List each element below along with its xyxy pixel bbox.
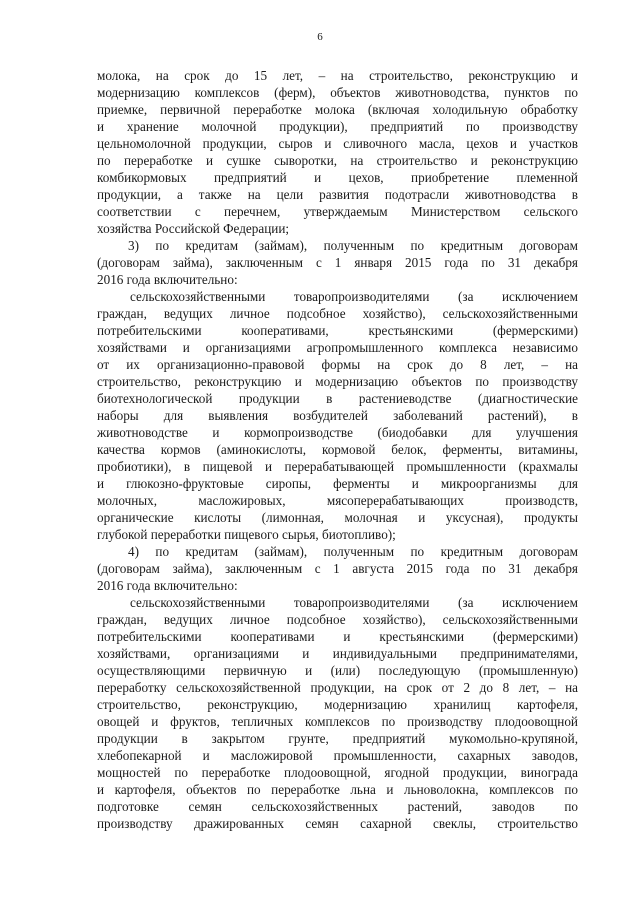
text-line: мощностей по переработке плодоовощной, ягодной продукции, винограда — [97, 765, 578, 780]
text-line: хозяйствами и организациями агропромышленного комплекса независимо — [97, 340, 578, 355]
text-line: биотехнологической продукции в растениеводстве (диагностические — [97, 391, 578, 406]
text-line: модернизацию комплексов (ферм), объектов животноводства, пунктов по — [97, 85, 578, 100]
text-line: пробиотики), в пищевой и перерабатывающей промышленности (крахмалы — [97, 459, 578, 474]
text-line: приемке, первичной переработке молока (включая холодильную обработку — [97, 102, 578, 117]
text-line: глубокой переработки пищевого сырья, биотопливо); — [97, 527, 396, 542]
text-line: 2016 года включительно: — [97, 578, 238, 593]
text-line: по переработке и сушке сыворотки, на строительство и реконструкцию — [97, 153, 578, 168]
text-line: осуществляющими первичную и (или) последующую (промышленную) — [97, 663, 578, 678]
text-line: молока, на срок до 15 лет, – на строительство, реконструкцию и — [97, 68, 578, 83]
text-line: 2016 года включительно: — [97, 272, 238, 287]
text-line: комбикормовых предприятий и цехов, приобретение племенной — [97, 170, 578, 185]
text-line: от их организационно-правовой формы на срок до 8 лет, – на — [97, 357, 578, 372]
text-line: наборы для выявления возбудителей заболеваний растений), в — [97, 408, 578, 423]
text-line: (договорам займа), заключенным с 1 августа 2015 года по 31 декабря — [97, 561, 578, 576]
text-line: строительство, реконструкцию и модернизацию объектов по производству — [97, 374, 578, 389]
text-line: (договорам займа), заключенным с 1 января 2015 года по 31 декабря — [97, 255, 578, 270]
text-line: сельскохозяйственными товаропроизводителями (за исключением — [130, 595, 578, 610]
text-line: потребительскими кооперативами, крестьянскими (фермерскими) — [97, 323, 578, 338]
text-line: переработку сельскохозяйственной продукции, на срок от 2 до 8 лет, – на — [97, 680, 578, 695]
text-line: продукции в закрытом грунте, предприятий мукомольно-крупяной, — [97, 731, 578, 746]
text-line: строительство, реконструкцию, модернизацию хранилищ картофеля, — [97, 697, 578, 712]
page-number: 6 — [317, 31, 323, 43]
text-line: подготовке семян сельскохозяйственных растений, заводов по — [97, 799, 578, 814]
text-line: цельномолочной продукции, сыров и сливочного масла, цехов и участков — [97, 136, 578, 151]
text-line: производству дражированных семян сахарной свеклы, строительство — [97, 816, 578, 831]
text-line: и глюкозно-фруктовые сиропы, ферменты и микроорганизмы для — [97, 476, 578, 491]
text-line: 4) по кредитам (займам), полученным по кредитным договорам — [128, 544, 578, 559]
text-line: сельскохозяйственными товаропроизводителями (за исключением — [130, 289, 578, 304]
text-line: граждан, ведущих личное подсобное хозяйство), сельскохозяйственными — [97, 306, 578, 321]
text-line: соответствии с перечнем, утверждаемым Министерством сельского — [97, 204, 578, 219]
text-line: качества кормов (аминокислоты, кормовой белок, ферменты, витамины, — [97, 442, 578, 457]
text-line: хозяйства Российской Федерации; — [97, 221, 290, 236]
text-line: хлебопекарной и масложировой промышленности, сахарных заводов, — [97, 748, 578, 763]
text-line: потребительскими кооперативами и крестьянскими (фермерскими) — [97, 629, 578, 644]
document-text — [97, 67, 578, 832]
text-line: хозяйствами, организациями и индивидуальными предпринимателями, — [97, 646, 578, 661]
text-line: продукции, а также на цели развития подотрасли животноводства в — [97, 187, 578, 202]
text-line: и хранение молочной продукции), предприятий по производству — [97, 119, 578, 134]
text-line: 3) по кредитам (займам), полученным по кредитным договорам — [128, 238, 578, 253]
text-line: животноводстве и кормопроизводстве (биодобавки для улучшения — [97, 425, 578, 440]
text-line: овощей и фруктов, тепличных комплексов по производству плодоовощной — [97, 714, 578, 729]
text-line: и картофеля, объектов по переработке льна и льноволокна, комплексов по — [97, 782, 578, 797]
text-line: молочных, масложировых, мясоперерабатывающих производств, — [97, 493, 578, 508]
text-line: граждан, ведущих личное подсобное хозяйство), сельскохозяйственными — [97, 612, 578, 627]
text-line: органические кислоты (лимонная, молочная и уксусная), продукты — [97, 510, 578, 525]
